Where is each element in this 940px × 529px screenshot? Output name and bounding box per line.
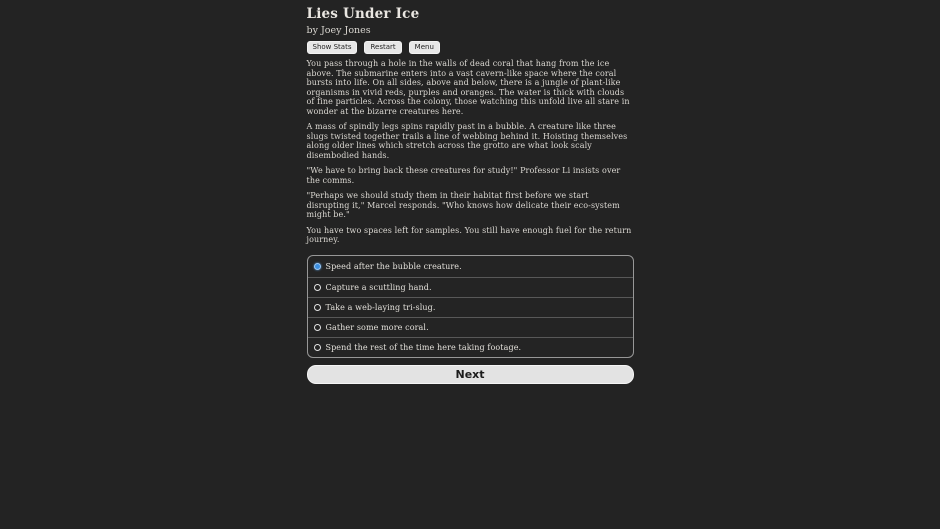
restart-button[interactable]: Restart: [364, 41, 401, 54]
toolbar: [307, 41, 634, 54]
show-stats-button[interactable]: Show Stats: [307, 41, 358, 54]
radio-button-icon[interactable]: [314, 284, 321, 291]
radio-button-icon[interactable]: [314, 324, 321, 331]
choice-row[interactable]: [308, 256, 633, 277]
choice-label: Spend the rest of the time here taking footage.: [325, 342, 522, 352]
byline: by Joey Jones: [306, 25, 371, 36]
choice-row[interactable]: [308, 277, 633, 297]
choice-row[interactable]: [308, 337, 633, 357]
story-paragraph: "We have to bring back these creatures for study!" Professor Li insists over the comms.: [306, 166, 621, 185]
choice-label: Capture a scuttling hand.: [325, 282, 432, 292]
choice-label: Speed after the bubble creature.: [325, 261, 462, 271]
choice-row[interactable]: [308, 297, 633, 317]
menu-button[interactable]: Menu: [409, 41, 440, 54]
game-page: [307, 0, 634, 384]
story-paragraph: "Perhaps we should study them in their habitat first before we start disrupting it," Marcel responds. "Who knows how delicate their eco-system might be.": [306, 191, 620, 219]
page-title: Lies Under Ice: [306, 6, 420, 22]
choice-label: Take a web-laying tri-slug.: [325, 302, 436, 312]
next-button[interactable]: Next: [307, 365, 634, 384]
radio-button-icon[interactable]: [314, 344, 321, 351]
story-paragraph: You have two spaces left for samples. You still have enough fuel for the return journey.: [306, 225, 632, 244]
story-paragraph: You pass through a hole in the walls of dead coral that hang from the ice above. The submarine enters into a vast cavern-like space where the coral bursts into life. On all sides, above and below, there is a jungle of plant-like organisms in vivid reds, purples and oranges. The water is thick with clouds of fine particles. Across the colony, those watching this unfold live all stare in wonder at the bizarre creatures here.: [306, 59, 630, 116]
choice-row[interactable]: [308, 317, 633, 337]
radio-button-icon[interactable]: [314, 304, 321, 311]
choice-label: Gather some more coral.: [325, 322, 429, 332]
choice-list: [307, 255, 634, 358]
story-paragraph: A mass of spindly legs spins rapidly past in a bubble. A creature like three slugs twisted together trails a line of webbing behind it. Hoisting themselves along older lines which stretch across the grotto are what look scaly disembodied hands.: [306, 122, 628, 160]
story-text: [307, 59, 634, 245]
radio-button-icon[interactable]: [314, 263, 321, 270]
